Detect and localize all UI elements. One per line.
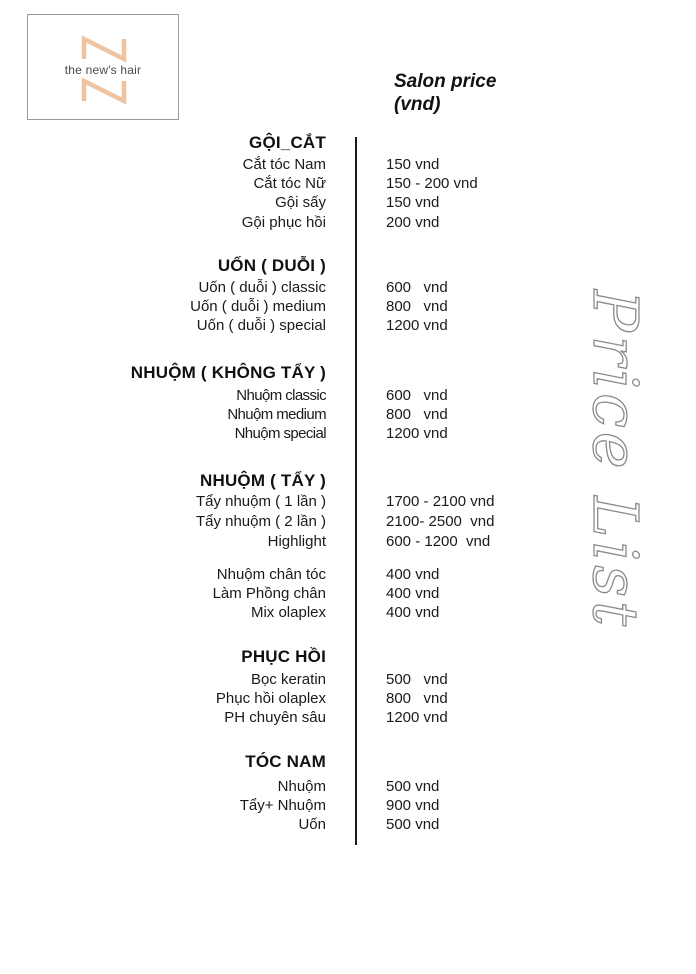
service-price: 150 - 200 vnd (386, 175, 478, 192)
price-list-script-title (562, 282, 672, 752)
salon-price-heading (394, 70, 534, 116)
service-price: 400 vnd (386, 566, 440, 583)
service-price: 1200 vnd (386, 317, 448, 334)
service-name: Bọc keratin (250, 671, 326, 688)
service-price: 150 vnd (386, 194, 440, 211)
section-title-goi-cat: GỘI_CẮT (249, 133, 326, 152)
service-price: 400 vnd (386, 585, 440, 602)
section-title-phuc-hoi: PHỤC HỒI (241, 647, 326, 666)
service-name: Mix olaplex (250, 604, 326, 621)
service-name: Cắt tóc Nữ (253, 175, 326, 192)
service-name: Uốn (298, 816, 326, 833)
service-name: Nhuộm special (234, 425, 326, 442)
service-name: Gội phục hồi (241, 214, 326, 231)
service-name: Nhuộm chân tóc (216, 566, 326, 583)
service-price: 600 vnd (386, 279, 448, 296)
service-price: 800 vnd (386, 298, 448, 315)
service-name: Làm Phồng chân (212, 585, 326, 602)
salon-price-label: Salon price (394, 71, 497, 92)
service-price: 150 vnd (386, 156, 440, 173)
section-title-nhuom-khong-tay: NHUỘM ( KHÔNG TẨY ) (130, 363, 326, 382)
service-name: Gội sấy (275, 194, 326, 211)
service-price: 800 vnd (386, 690, 448, 707)
service-name: Tẩy nhuộm ( 1 lần ) (195, 493, 326, 510)
service-name: Phục hồi olaplex (215, 690, 326, 707)
service-price: 400 vnd (386, 604, 440, 621)
logo-tagline: the new's hair (64, 63, 142, 77)
salon-logo (27, 14, 179, 120)
column-divider (355, 137, 357, 845)
service-name: Nhuộm medium (227, 406, 326, 423)
service-name: PH chuyên sâu (224, 709, 326, 726)
section-title-toc-nam: TÓC NAM (245, 752, 326, 771)
service-price: 1200 vnd (386, 425, 448, 442)
service-name: Uốn ( duỗi ) medium (190, 298, 326, 315)
service-price: 1700 - 2100 vnd (386, 493, 495, 510)
service-price: 500 vnd (386, 671, 448, 688)
service-price: 900 vnd (386, 797, 440, 814)
service-name: Tẩy+ Nhuộm (239, 797, 326, 814)
service-name: Uốn ( duỗi ) special (196, 317, 326, 334)
service-price: 2100- 2500 vnd (386, 513, 495, 530)
service-name: Cắt tóc Nam (242, 156, 326, 173)
service-name: Highlight (267, 533, 326, 550)
service-name: Nhuộm (277, 778, 326, 795)
service-price: 500 vnd (386, 778, 440, 795)
service-price: 800 vnd (386, 406, 448, 423)
section-title-uon-duoi: UỐN ( DUỖI ) (217, 256, 326, 275)
service-price: 600 vnd (386, 387, 448, 404)
service-price: 500 vnd (386, 816, 440, 833)
price-list-script-text: Price List (579, 290, 652, 631)
service-price: 200 vnd (386, 214, 440, 231)
section-title-nhuom-tay: NHUỘM ( TẨY ) (200, 471, 326, 490)
service-price: 1200 vnd (386, 709, 448, 726)
service-name: Tẩy nhuộm ( 2 lần ) (195, 513, 326, 530)
service-name: Uốn ( duỗi ) classic (198, 279, 326, 296)
currency-label: (vnd) (394, 94, 441, 115)
service-price: 600 - 1200 vnd (386, 533, 491, 550)
service-name: Nhuộm classic (236, 387, 326, 404)
